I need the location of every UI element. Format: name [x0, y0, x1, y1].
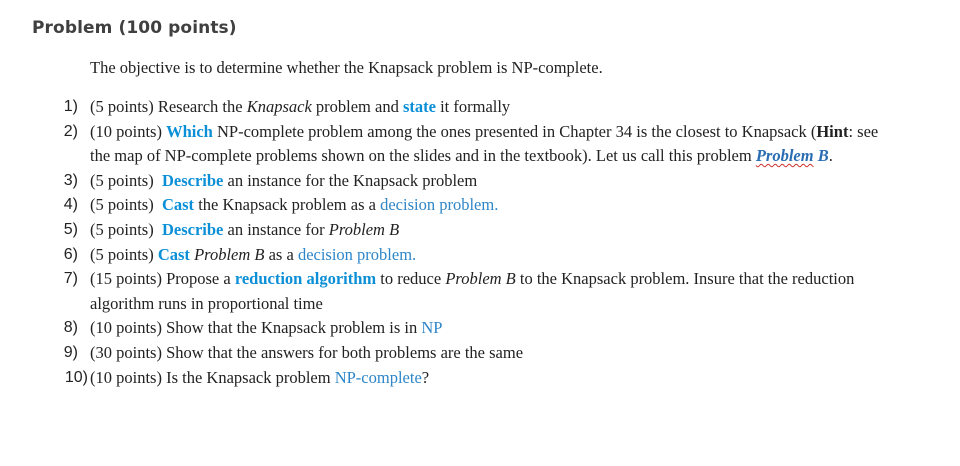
item-number: 9): [63, 343, 78, 361]
item-number: 5): [63, 220, 78, 238]
item-number: 3): [63, 171, 78, 189]
keyword-describe: Describe: [161, 170, 224, 190]
item-number: 1): [63, 98, 78, 115]
text-run: (30 points) Show that the answers for both problems are the same: [90, 342, 524, 362]
np-complete-link[interactable]: NP-complete: [334, 367, 422, 387]
keyword-describe: Describe: [161, 219, 224, 239]
text-run: an instance for: [223, 219, 329, 239]
item-number: 6): [63, 245, 78, 263]
text-run: it formally: [435, 97, 511, 116]
text-run: : see the map of NP-complete problems shown on the slides and in the textbook). Let us call this problem: [90, 121, 879, 166]
text-run: ?: [421, 367, 430, 387]
list-item-3: [0, 169, 960, 194]
item-number: 2): [63, 122, 78, 140]
text-run: (5 points): [90, 170, 162, 190]
problem-b-italic: Problem B: [194, 244, 265, 264]
text-run: (5 points) Research the: [90, 97, 247, 116]
np-link[interactable]: NP: [421, 318, 443, 338]
keyword-cast: Cast: [161, 195, 195, 215]
keyword-which: Which: [166, 121, 213, 141]
item-number: 8): [63, 319, 78, 337]
decision-problem-link[interactable]: decision problem.: [380, 195, 499, 215]
hint-label: Hint: [816, 121, 849, 141]
text-run: problem and: [311, 97, 403, 116]
keyword-state: state: [402, 97, 436, 116]
text-run: (15 points) Propose a: [90, 269, 235, 289]
text-run: (10 points) Is the Knapsack problem: [90, 367, 335, 387]
objective-text: The objective is to determine whether the Knapsack problem is NP-complete.: [90, 58, 603, 77]
item-text: [90, 366, 890, 391]
list-item-6: [0, 243, 960, 268]
problem-list: [0, 95, 960, 390]
list-item-1: [0, 95, 960, 120]
item-text: [90, 169, 890, 194]
item-number: 4): [63, 196, 78, 214]
item-text: [90, 316, 890, 341]
list-item-7: [0, 267, 960, 316]
text-run: (10 points) Show that the Knapsack problem is in: [90, 318, 422, 338]
item-text: [90, 243, 890, 268]
text-run: (5 points): [90, 219, 162, 239]
item-text: [90, 120, 890, 169]
list-item-2: [0, 120, 960, 169]
text-run: (10 points): [90, 121, 167, 141]
item-number: 10): [64, 368, 88, 386]
text-run: an instance for the Knapsack problem: [223, 170, 478, 190]
text-run: NP-complete problem among the ones presented in Chapter 34 is the closest to Knapsack (: [212, 121, 817, 141]
problem-b-italic: Problem B: [445, 269, 516, 289]
list-item-9: [0, 341, 960, 366]
item-text: [90, 218, 890, 243]
list-item-5: [0, 218, 960, 243]
page-title: Problem (100 points): [32, 18, 237, 38]
text-run: to reduce: [376, 269, 446, 289]
list-item-10: [0, 366, 960, 391]
item-text: [90, 341, 890, 366]
text-run: to the Knapsack problem. Insure that the reduction algorithm runs in proportional time: [90, 269, 855, 313]
decision-problem-link[interactable]: decision problem.: [297, 244, 417, 264]
item-text: [90, 267, 890, 316]
text-run: as a: [264, 244, 298, 264]
problem-b-name: Problem: [755, 146, 814, 166]
text-run: .: [828, 146, 833, 166]
item-number: 7): [63, 270, 78, 288]
text-run: the Knapsack problem as a: [194, 195, 381, 215]
keyword-reduction-algorithm: reduction algorithm: [234, 269, 377, 289]
list-item-4: [0, 193, 960, 218]
list-item-8: [0, 316, 960, 341]
knapsack-italic: Knapsack: [246, 97, 312, 116]
item-text: [90, 95, 890, 120]
item-text: [90, 193, 890, 218]
problem-b-italic: Problem B: [328, 219, 400, 239]
keyword-cast: Cast: [157, 244, 190, 264]
text-run: (5 points): [90, 244, 158, 264]
problem-b-letter: B: [813, 146, 829, 166]
text-run: (5 points): [90, 195, 162, 215]
